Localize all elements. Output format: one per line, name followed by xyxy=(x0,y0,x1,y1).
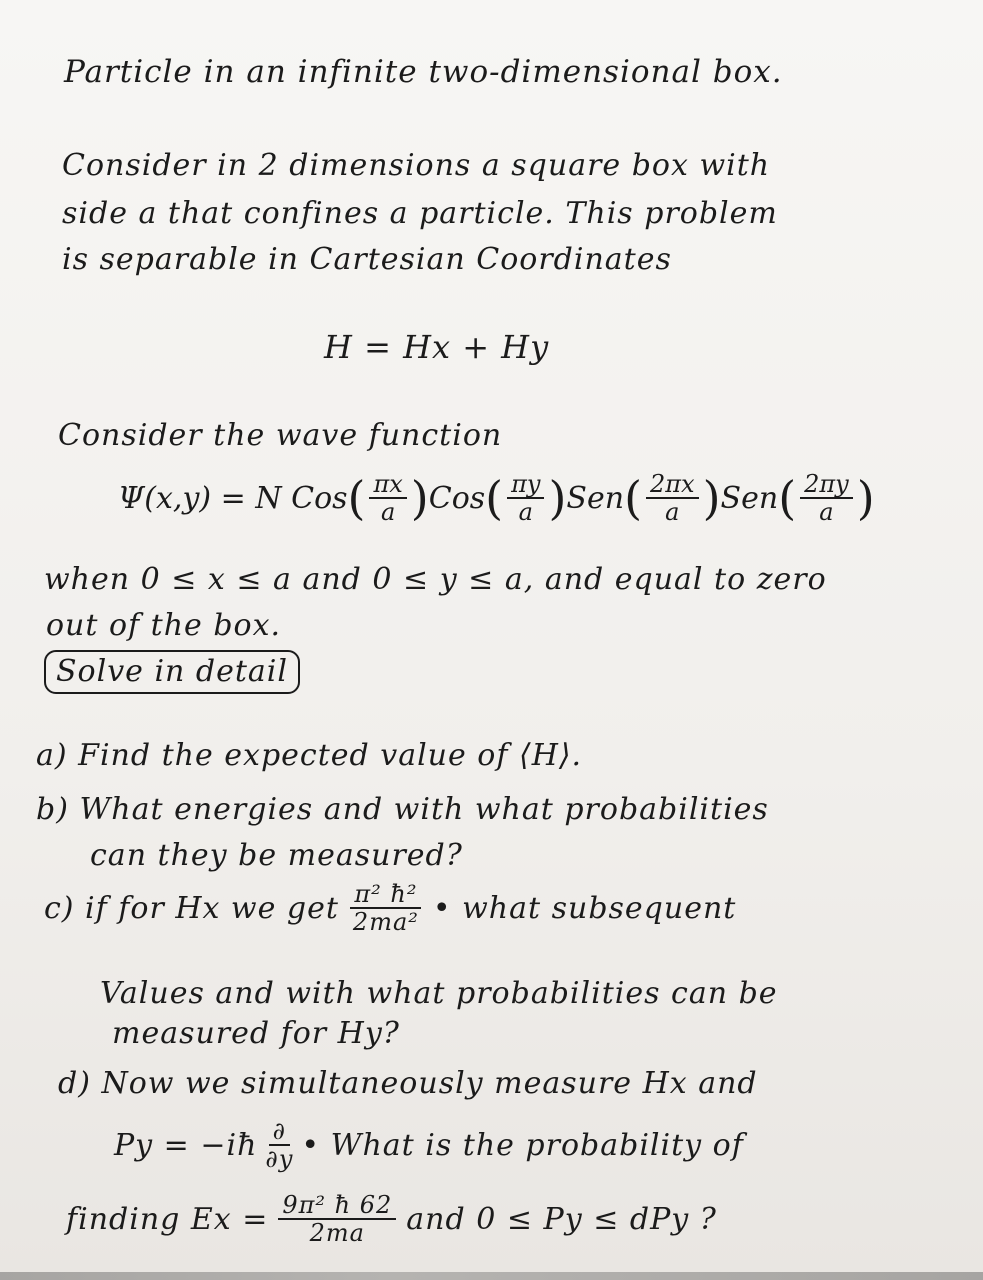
question-c-prefix: c) if for Hx we get xyxy=(44,890,339,926)
question-b-line-1: b) What energies and with what probabilities xyxy=(36,792,769,827)
question-d-line-2-suffix: • What is the probability of xyxy=(301,1127,744,1163)
question-d-line-3-prefix: finding Ex = xyxy=(66,1201,269,1237)
hamiltonian-equation: H = Hx + Hy xyxy=(324,328,550,366)
paren-open: ( xyxy=(624,471,643,525)
intro-line-2: side a that confines a particle. This problem xyxy=(62,196,778,231)
momentum-operator: Py = −iħ xyxy=(114,1127,258,1163)
paren-open: ( xyxy=(485,471,504,525)
question-d-line-1: d) Now we simultaneously measure Hx and xyxy=(58,1066,758,1101)
question-d-line-3-suffix: and 0 ≤ Py ≤ dPy ? xyxy=(406,1201,717,1237)
question-a: a) Find the expected value of ⟨H⟩. xyxy=(36,738,583,773)
fraction-energy-ex: $\frac{\text{9π² ħ 62}}{2ma}$ xyxy=(278,1192,396,1246)
question-d-line-3 xyxy=(66,1180,717,1258)
page-title: Particle in an infinite two-dimensional box. xyxy=(64,54,783,90)
question-c-line-2: Values and with what probabilities can be xyxy=(100,976,778,1011)
conditions-line-2: out of the box. xyxy=(46,608,282,643)
fraction-partial-y: $\frac{\partial}{\partial y}$ xyxy=(265,1117,294,1173)
paren-open: ( xyxy=(778,471,797,525)
wave-cos2: Cos xyxy=(428,480,486,516)
intro-line-1: Consider in 2 dimensions a square box with xyxy=(62,148,771,183)
solve-in-detail-note: Solve in detail xyxy=(44,650,300,694)
question-d-line-2 xyxy=(114,1116,744,1174)
fraction-energy-hx: $\frac{\text{π² ħ²}}{\text{2ma²}}$ xyxy=(349,881,423,935)
wave-sen2: Sen xyxy=(720,480,779,516)
question-b-line-2: can they be measured? xyxy=(90,838,463,873)
question-c-suffix: • what subsequent xyxy=(432,890,737,926)
wave-lhs: Ψ(x,y) = N Cos xyxy=(118,480,348,516)
paren-close: ) xyxy=(702,471,721,525)
wave-function-equation xyxy=(118,458,875,538)
wave-sen1: Sen xyxy=(566,480,625,516)
fraction-piy: $\frac{\pi y}{a}$ xyxy=(507,471,544,525)
fraction-pix: $\frac{\pi x}{a}$ xyxy=(369,471,406,525)
question-c-line-1 xyxy=(44,876,736,940)
paren-close: ) xyxy=(856,471,875,525)
paren-close: ) xyxy=(548,471,567,525)
paren-close: ) xyxy=(410,471,429,525)
paren-open: ( xyxy=(347,471,366,525)
conditions-line-1: when 0 ≤ x ≤ a and 0 ≤ y ≤ a, and equal to zero xyxy=(44,562,827,597)
question-c-line-3: measured for Hy? xyxy=(112,1016,400,1051)
fraction-2piy: $\frac{2\pi y}{a}$ xyxy=(800,471,853,525)
wave-function-intro: Consider the wave function xyxy=(58,418,503,453)
intro-line-3: is separable in Cartesian Coordinates xyxy=(62,242,672,277)
page-bottom-shadow xyxy=(0,1272,983,1280)
fraction-2pix: $\frac{2\pi x}{a}$ xyxy=(646,471,699,525)
